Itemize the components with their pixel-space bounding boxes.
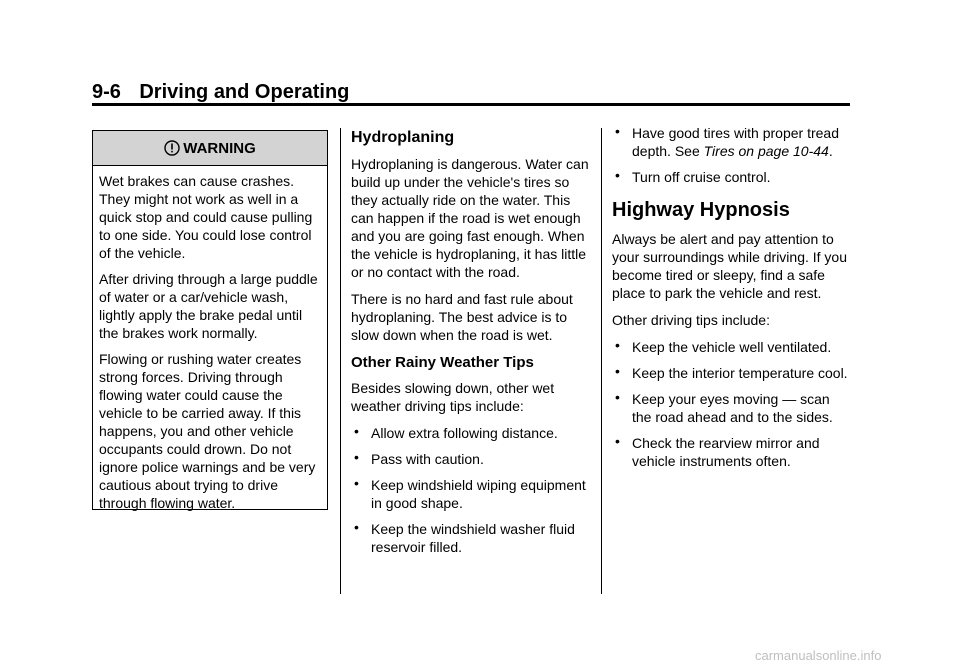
bullet-icon: • bbox=[615, 123, 620, 139]
cross-reference-link[interactable]: Tires on page 10-44 bbox=[703, 143, 829, 159]
list-item bbox=[351, 450, 593, 468]
warning-header bbox=[93, 131, 327, 166]
bullet-icon: • bbox=[615, 433, 620, 449]
highway-hypnosis-heading: Highway Hypnosis bbox=[612, 199, 790, 221]
list-item-text: Pass with caution. bbox=[371, 451, 484, 467]
list-item-text: Check the rearview mirror and vehicle instruments often. bbox=[632, 435, 820, 469]
bullet-icon: • bbox=[615, 337, 620, 353]
header-rule bbox=[92, 103, 850, 106]
column-divider-2 bbox=[601, 128, 602, 594]
bullet-icon: • bbox=[615, 389, 620, 405]
list-item bbox=[612, 124, 852, 160]
list-item bbox=[351, 520, 593, 556]
list-item-text: Keep your eyes moving — scan the road ahead and to the sides. bbox=[632, 391, 833, 425]
list-item bbox=[612, 364, 852, 382]
highway-hypnosis-paragraph: Other driving tips include: bbox=[612, 312, 770, 328]
highway-hypnosis-paragraph: Always be alert and pay attention to your surroundings while driving. If you become tired or sleepy, find a safe place to park the vehicle and rest. bbox=[612, 231, 848, 301]
bullet-icon: • bbox=[354, 519, 359, 535]
hydroplaning-paragraph: Hydroplaning is dangerous. Water can build up under the vehicle's tires so they actually ride on the water. This can happen if the road is wet enough and you are going fast enough. When the vehicle is hydroplaning, it has little or no contact with the road. bbox=[351, 156, 589, 280]
list-item bbox=[612, 434, 852, 470]
bullet-icon: • bbox=[354, 475, 359, 491]
rainy-tips-heading: Other Rainy Weather Tips bbox=[351, 354, 534, 371]
rainy-tips-list-continued bbox=[612, 124, 852, 186]
list-item-text: Turn off cruise control. bbox=[632, 169, 771, 185]
list-item-text: Have good tires with proper tread depth. See bbox=[632, 125, 839, 159]
watermark: carmanualsonline.info bbox=[755, 648, 882, 663]
list-item bbox=[351, 424, 593, 442]
list-item-text: Keep windshield wiping equipment in good shape. bbox=[371, 477, 586, 511]
list-item-text: Keep the vehicle well ventilated. bbox=[632, 339, 832, 355]
page-header bbox=[92, 80, 850, 104]
warning-icon bbox=[164, 140, 180, 156]
column-divider-1 bbox=[340, 128, 341, 594]
hydroplaning-paragraph: There is no hard and fast rule about hydroplaning. The best advice is to slow down when the road is wet. bbox=[351, 291, 573, 343]
list-item bbox=[612, 168, 852, 186]
rainy-tips-intro: Besides slowing down, other wet weather driving tips include: bbox=[351, 380, 555, 414]
warning-box bbox=[92, 130, 328, 510]
bullet-icon: • bbox=[354, 423, 359, 439]
warning-title: WARNING bbox=[183, 139, 256, 157]
warning-paragraph: Flowing or rushing water creates strong forces. Driving through flowing water could cause the vehicle to be carried away. If this happens, you and other vehicle occupants could drown. Do not ignore police warnings and be very cautious about trying to drive through flowing water. bbox=[99, 351, 316, 511]
list-item-text: Allow extra following distance. bbox=[371, 425, 558, 441]
warning-paragraph: Wet brakes can cause crashes. They might not work as well in a quick stop and could cause pulling to one side. You could lose control of the vehicle. bbox=[99, 173, 313, 261]
page-number: 9-6 bbox=[92, 81, 121, 103]
warning-paragraph: After driving through a large puddle of water or a car/vehicle wash, lightly apply the brake pedal until the brakes work normally. bbox=[99, 271, 318, 341]
list-item bbox=[612, 338, 852, 356]
bullet-icon: • bbox=[615, 363, 620, 379]
column-2 bbox=[351, 128, 593, 564]
section-title: Driving and Operating bbox=[139, 81, 350, 103]
list-item bbox=[612, 390, 852, 426]
list-item-text: Keep the interior temperature cool. bbox=[632, 365, 848, 381]
list-item-text: Keep the windshield washer fluid reservoir filled. bbox=[371, 521, 575, 555]
highway-tips-list bbox=[612, 338, 852, 470]
bullet-icon: • bbox=[354, 449, 359, 465]
warning-body bbox=[93, 166, 327, 512]
hydroplaning-heading: Hydroplaning bbox=[351, 129, 455, 146]
list-item-text: . bbox=[828, 143, 833, 159]
bullet-icon: • bbox=[615, 167, 620, 183]
column-3 bbox=[612, 124, 852, 478]
rainy-tips-list bbox=[351, 424, 593, 556]
list-item bbox=[351, 476, 593, 512]
